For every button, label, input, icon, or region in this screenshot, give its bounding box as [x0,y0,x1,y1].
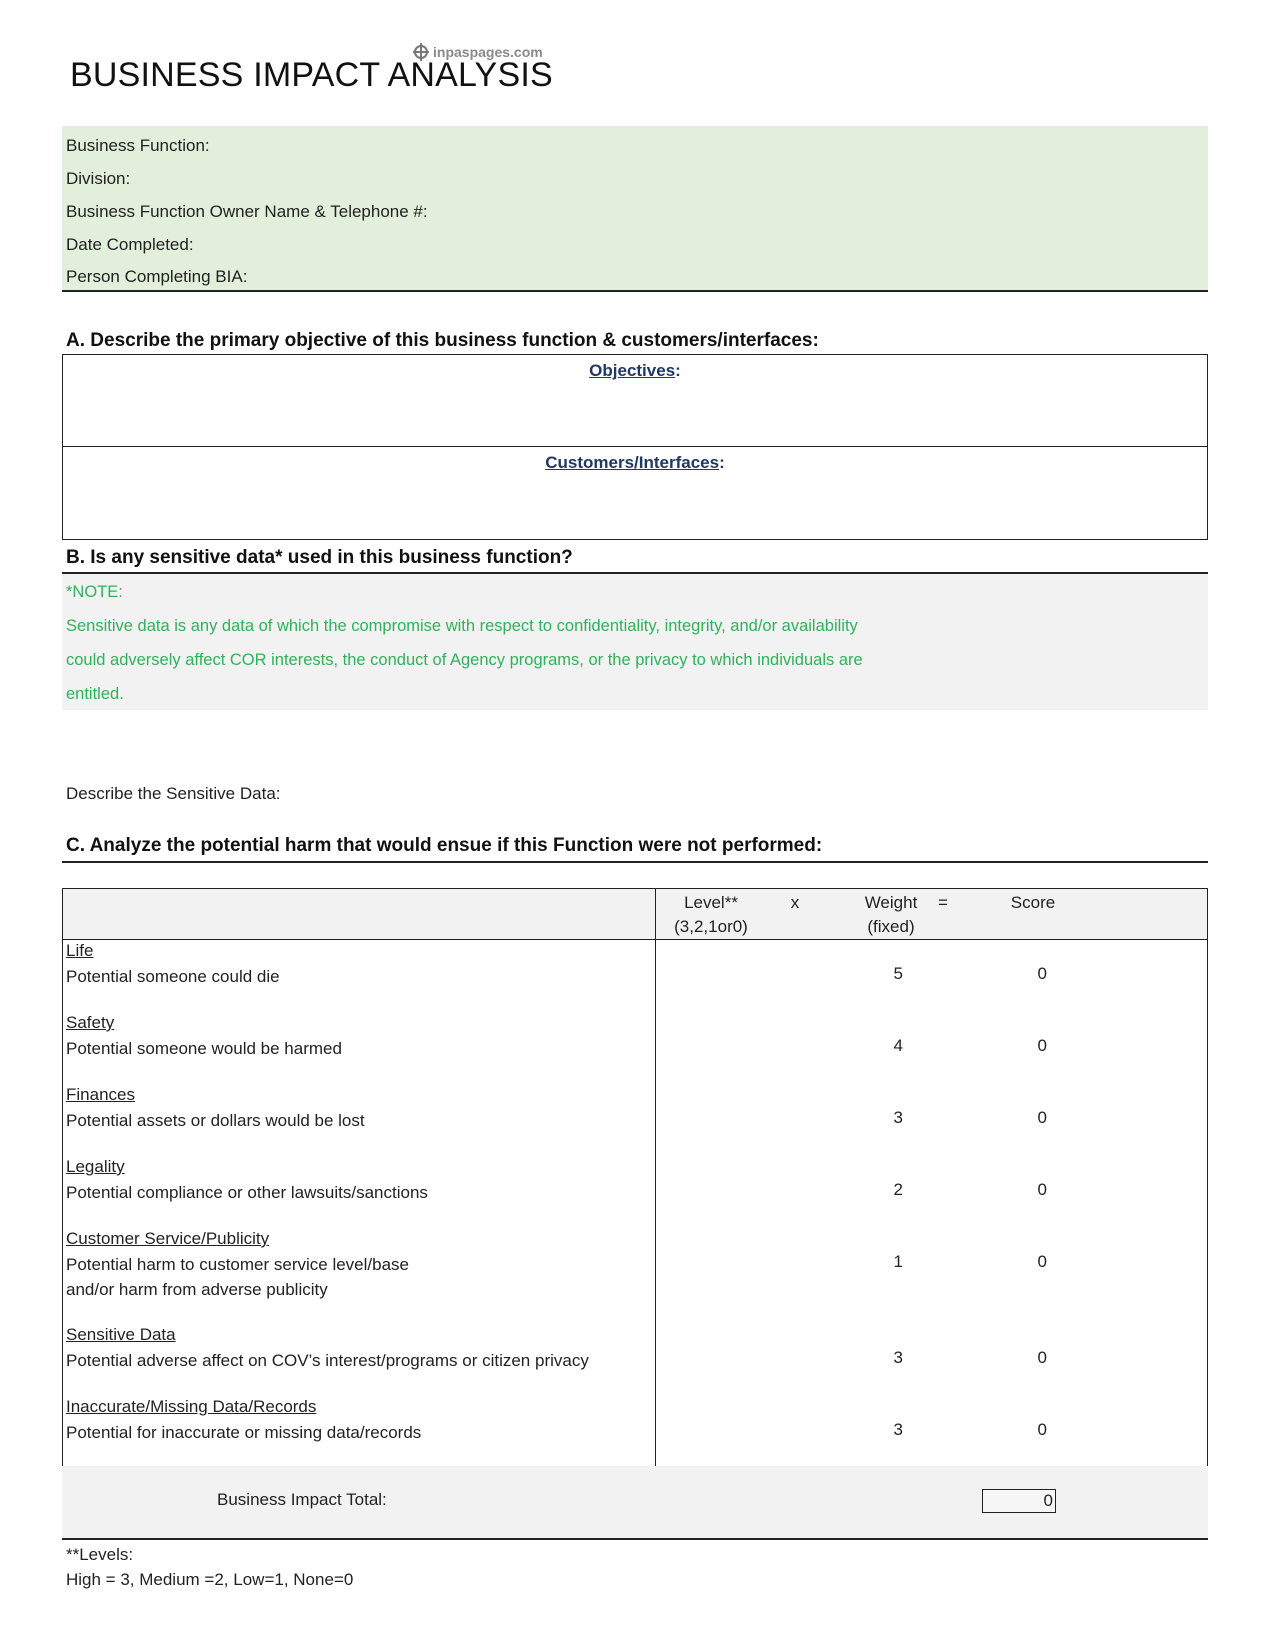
row-desc-customer-service: Potential harm to customer service level/base [66,1255,409,1274]
date-completed-label[interactable]: Date Completed: [66,235,194,254]
section-c-heading: C. Analyze the potential harm that would ensue if this Function were not performed: [66,835,823,856]
division-label[interactable]: Division: [66,169,131,188]
business-impact-total-value[interactable]: 0 [982,1489,1056,1513]
score-cell: 0 [1037,964,1047,983]
business-impact-total-label: Business Impact Total: [217,1490,387,1509]
times-symbol: x [790,893,800,912]
note-line: Sensitive data is any data of which the compromise with respect to confidentiality, integrity, and/or availability [66,617,858,635]
levels-legend [66,1542,353,1592]
score-header: Score [1010,893,1056,912]
row-desc-customer-service-2: and/or harm from adverse publicity [66,1280,328,1299]
weight-header: Weight [864,893,918,912]
describe-sensitive-data-label[interactable]: Describe the Sensitive Data: [66,784,281,803]
page-title: BUSINESS IMPACT ANALYSIS [70,56,553,94]
row-desc-legality: Potential compliance or other lawsuits/sanctions [66,1183,428,1202]
objectives-divider [63,446,1207,447]
score-cell: 0 [1037,1348,1047,1367]
row-desc-finances: Potential assets or dollars would be lost [66,1111,365,1130]
row-title-finances: Finances [66,1085,135,1104]
row-desc-safety: Potential someone would be harmed [66,1039,342,1058]
note-line: entitled. [66,685,124,703]
row-title-life: Life [66,941,94,960]
levels-title: **Levels: [66,1545,134,1564]
row-title-sensitive-data: Sensitive Data [66,1325,176,1344]
weight-cell: 3 [893,1348,903,1367]
section-a-heading: A. Describe the primary objective of this business function & customers/interfaces: [66,330,819,351]
weight-cell: 1 [893,1252,903,1271]
impact-table [62,888,1208,1468]
level-header: Level** [684,893,738,912]
weight-cell: 3 [893,1108,903,1127]
row-title-safety: Safety [66,1013,115,1032]
weight-subheader: (fixed) [867,917,915,936]
row-title-inaccurate-data: Inaccurate/Missing Data/Records [66,1397,317,1416]
level-subheader: (3,2,1or0) [674,917,748,936]
row-desc-sensitive-data: Potential adverse affect on COV’s interest/programs or citizen privacy [66,1351,589,1370]
total-band [62,1466,1208,1540]
score-cell: 0 [1037,1036,1047,1055]
table-header [63,889,1207,940]
row-title-customer-service: Customer Service/Publicity [66,1229,270,1248]
weight-cell: 3 [893,1420,903,1439]
objectives-box [62,354,1208,540]
levels-values: High = 3, Medium =2, Low=1, None=0 [66,1570,354,1589]
weight-cell: 5 [893,964,903,983]
info-block [62,126,1208,292]
person-completing-label[interactable]: Person Completing BIA: [66,267,248,286]
note-line: could adversely affect COR interests, the conduct of Agency programs, or the privacy to which individuals are [66,651,863,669]
row-title-legality: Legality [66,1157,125,1176]
score-cell: 0 [1037,1420,1047,1439]
score-cell: 0 [1037,1108,1047,1127]
weight-cell: 4 [893,1036,903,1055]
objectives-label[interactable]: Objectives: [589,361,681,380]
table-column-divider [655,889,656,1467]
customers-label[interactable]: Customers/Interfaces: [545,453,725,472]
note-line: *NOTE: [66,583,123,601]
owner-label[interactable]: Business Function Owner Name & Telephone #: [66,202,428,221]
section-b-heading: B. Is any sensitive data* used in this business function? [66,547,573,568]
row-desc-life: Potential someone could die [66,967,280,986]
score-cell: 0 [1037,1252,1047,1271]
row-desc-inaccurate-data: Potential for inaccurate or missing data/records [66,1423,422,1442]
equals-symbol: = [938,893,948,912]
weight-cell: 2 [893,1180,903,1199]
watermark-text: inpaspages.com [433,44,543,60]
business-function-label[interactable]: Business Function: [66,136,210,155]
section-c-rule [62,861,1208,863]
note-block [62,574,1208,710]
score-cell: 0 [1037,1180,1047,1199]
